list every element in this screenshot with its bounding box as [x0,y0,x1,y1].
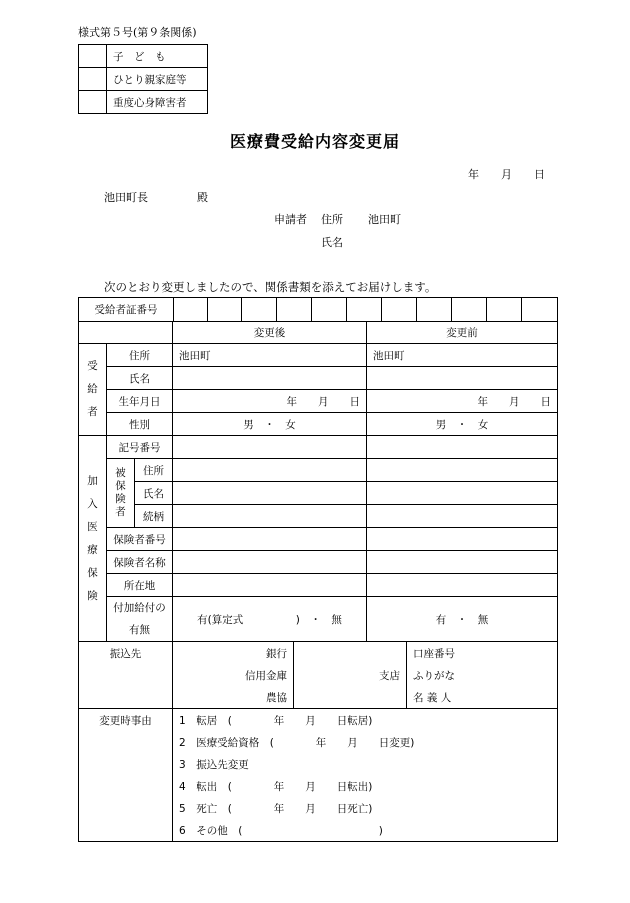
transfer-label: 振込先 [79,642,173,709]
after-header: 変更後 [173,321,367,344]
address-before[interactable]: 池田町 [367,344,558,367]
location-after[interactable] [173,574,367,597]
name-before[interactable] [367,367,558,390]
birth-label: 生年月日 [107,390,173,413]
recipient-group-label: 受給者 [79,344,107,436]
address-label: 住所 [107,344,173,367]
cert-digit[interactable] [312,298,347,322]
insured-group-label: 被保険者 [107,459,135,528]
insurer-name-label: 保険者名称 [107,551,173,574]
main-table [78,321,558,842]
category-child: 子 ど も [107,45,208,68]
category-checkbox-disabled[interactable] [79,91,107,114]
insured-name-before[interactable] [367,482,558,505]
addressee: 池田町長 [104,191,148,204]
gender-after[interactable]: 男 ・ 女 [173,413,367,436]
gender-before[interactable]: 男 ・ 女 [367,413,558,436]
reason-label: 変更時事由 [79,709,173,842]
insured-name-after[interactable] [173,482,367,505]
cert-digit[interactable] [452,298,487,322]
cert-digit[interactable] [208,298,242,322]
benefit-label: 付加給付の有無 [107,597,173,642]
cert-digit[interactable] [522,298,558,322]
furigana-label: ふりがな [407,664,558,686]
agri-label: 農協 [173,686,294,709]
insured-address-label: 住所 [135,459,173,482]
insurer-no-before[interactable] [367,528,558,551]
before-header: 変更前 [367,321,558,344]
intro-text: 次のとおり変更しましたので、関係書類を添えてお届けします。 [104,280,437,294]
birth-after[interactable]: 年 月 日 [173,390,367,413]
page-title: 医療費受給内容変更届 [229,132,400,151]
category-single-parent: ひとり親家庭等 [107,68,208,91]
cert-digit[interactable] [487,298,522,322]
bank-label: 銀行 [173,642,294,665]
insurer-name-after[interactable] [173,551,367,574]
cert-digit[interactable] [242,298,277,322]
relation-before[interactable] [367,505,558,528]
location-before[interactable] [367,574,558,597]
insurance-group-label: 加入医療保険 [79,436,107,642]
holder-label: 名 義 人 [407,686,558,709]
category-checkbox-single-parent[interactable] [79,68,107,91]
insured-name-label: 氏名 [135,482,173,505]
cert-digit[interactable] [382,298,417,322]
reason-item[interactable]: 1 転居 ( 年 月 日転居) [173,709,558,732]
reason-item[interactable]: 2 医療受給資格 ( 年 月 日変更) [173,731,558,753]
cert-number-table [78,297,558,322]
credit-label: 信用金庫 [173,664,294,686]
branch-blank-bottom[interactable] [294,686,407,709]
relation-after[interactable] [173,505,367,528]
applicant-name-label: 氏名 [321,236,343,249]
insured-address-after[interactable] [173,459,367,482]
insurer-no-label: 保険者番号 [107,528,173,551]
insurer-no-after[interactable] [173,528,367,551]
name-after[interactable] [173,367,367,390]
cert-digit[interactable] [174,298,208,322]
benefit-after[interactable]: 有(算定式 ) ・ 無 [173,597,367,642]
symbol-no-label: 記号番号 [107,436,173,459]
reason-item[interactable]: 6 その他 ( ) [173,819,558,842]
branch-label: 支店 [294,664,407,686]
insured-address-before[interactable] [367,459,558,482]
birth-before[interactable]: 年 月 日 [367,390,558,413]
cert-digit[interactable] [347,298,382,322]
applicant-address-value: 池田町 [368,213,401,226]
branch-blank-top[interactable] [294,642,407,665]
symbol-no-after[interactable] [173,436,367,459]
cert-digit[interactable] [417,298,452,322]
category-checkbox-child[interactable] [79,45,107,68]
cert-number-label: 受給者証番号 [79,298,174,322]
honorific: 殿 [197,191,208,204]
category-disabled: 重度心身障害者 [107,91,208,114]
applicant-address-label: 住所 [321,213,343,226]
relation-label: 続柄 [135,505,173,528]
symbol-no-before[interactable] [367,436,558,459]
category-table [78,44,208,114]
reason-item[interactable]: 5 死亡 ( 年 月 日死亡) [173,797,558,819]
applicant-label: 申請者 [274,213,307,226]
location-label: 所在地 [107,574,173,597]
reason-item[interactable]: 4 転出 ( 年 月 日転出) [173,775,558,797]
insurer-name-before[interactable] [367,551,558,574]
cert-digit[interactable] [277,298,312,322]
header-blank [79,321,173,344]
account-no-label: 口座番号 [407,642,558,665]
submission-date: 年 月 日 [468,168,545,181]
name-label: 氏名 [107,367,173,390]
reason-item[interactable]: 3 振込先変更 [173,753,558,775]
gender-label: 性別 [107,413,173,436]
form-number: 様式第５号(第９条関係) [78,26,197,39]
address-after[interactable]: 池田町 [173,344,367,367]
benefit-before[interactable]: 有 ・ 無 [367,597,558,642]
